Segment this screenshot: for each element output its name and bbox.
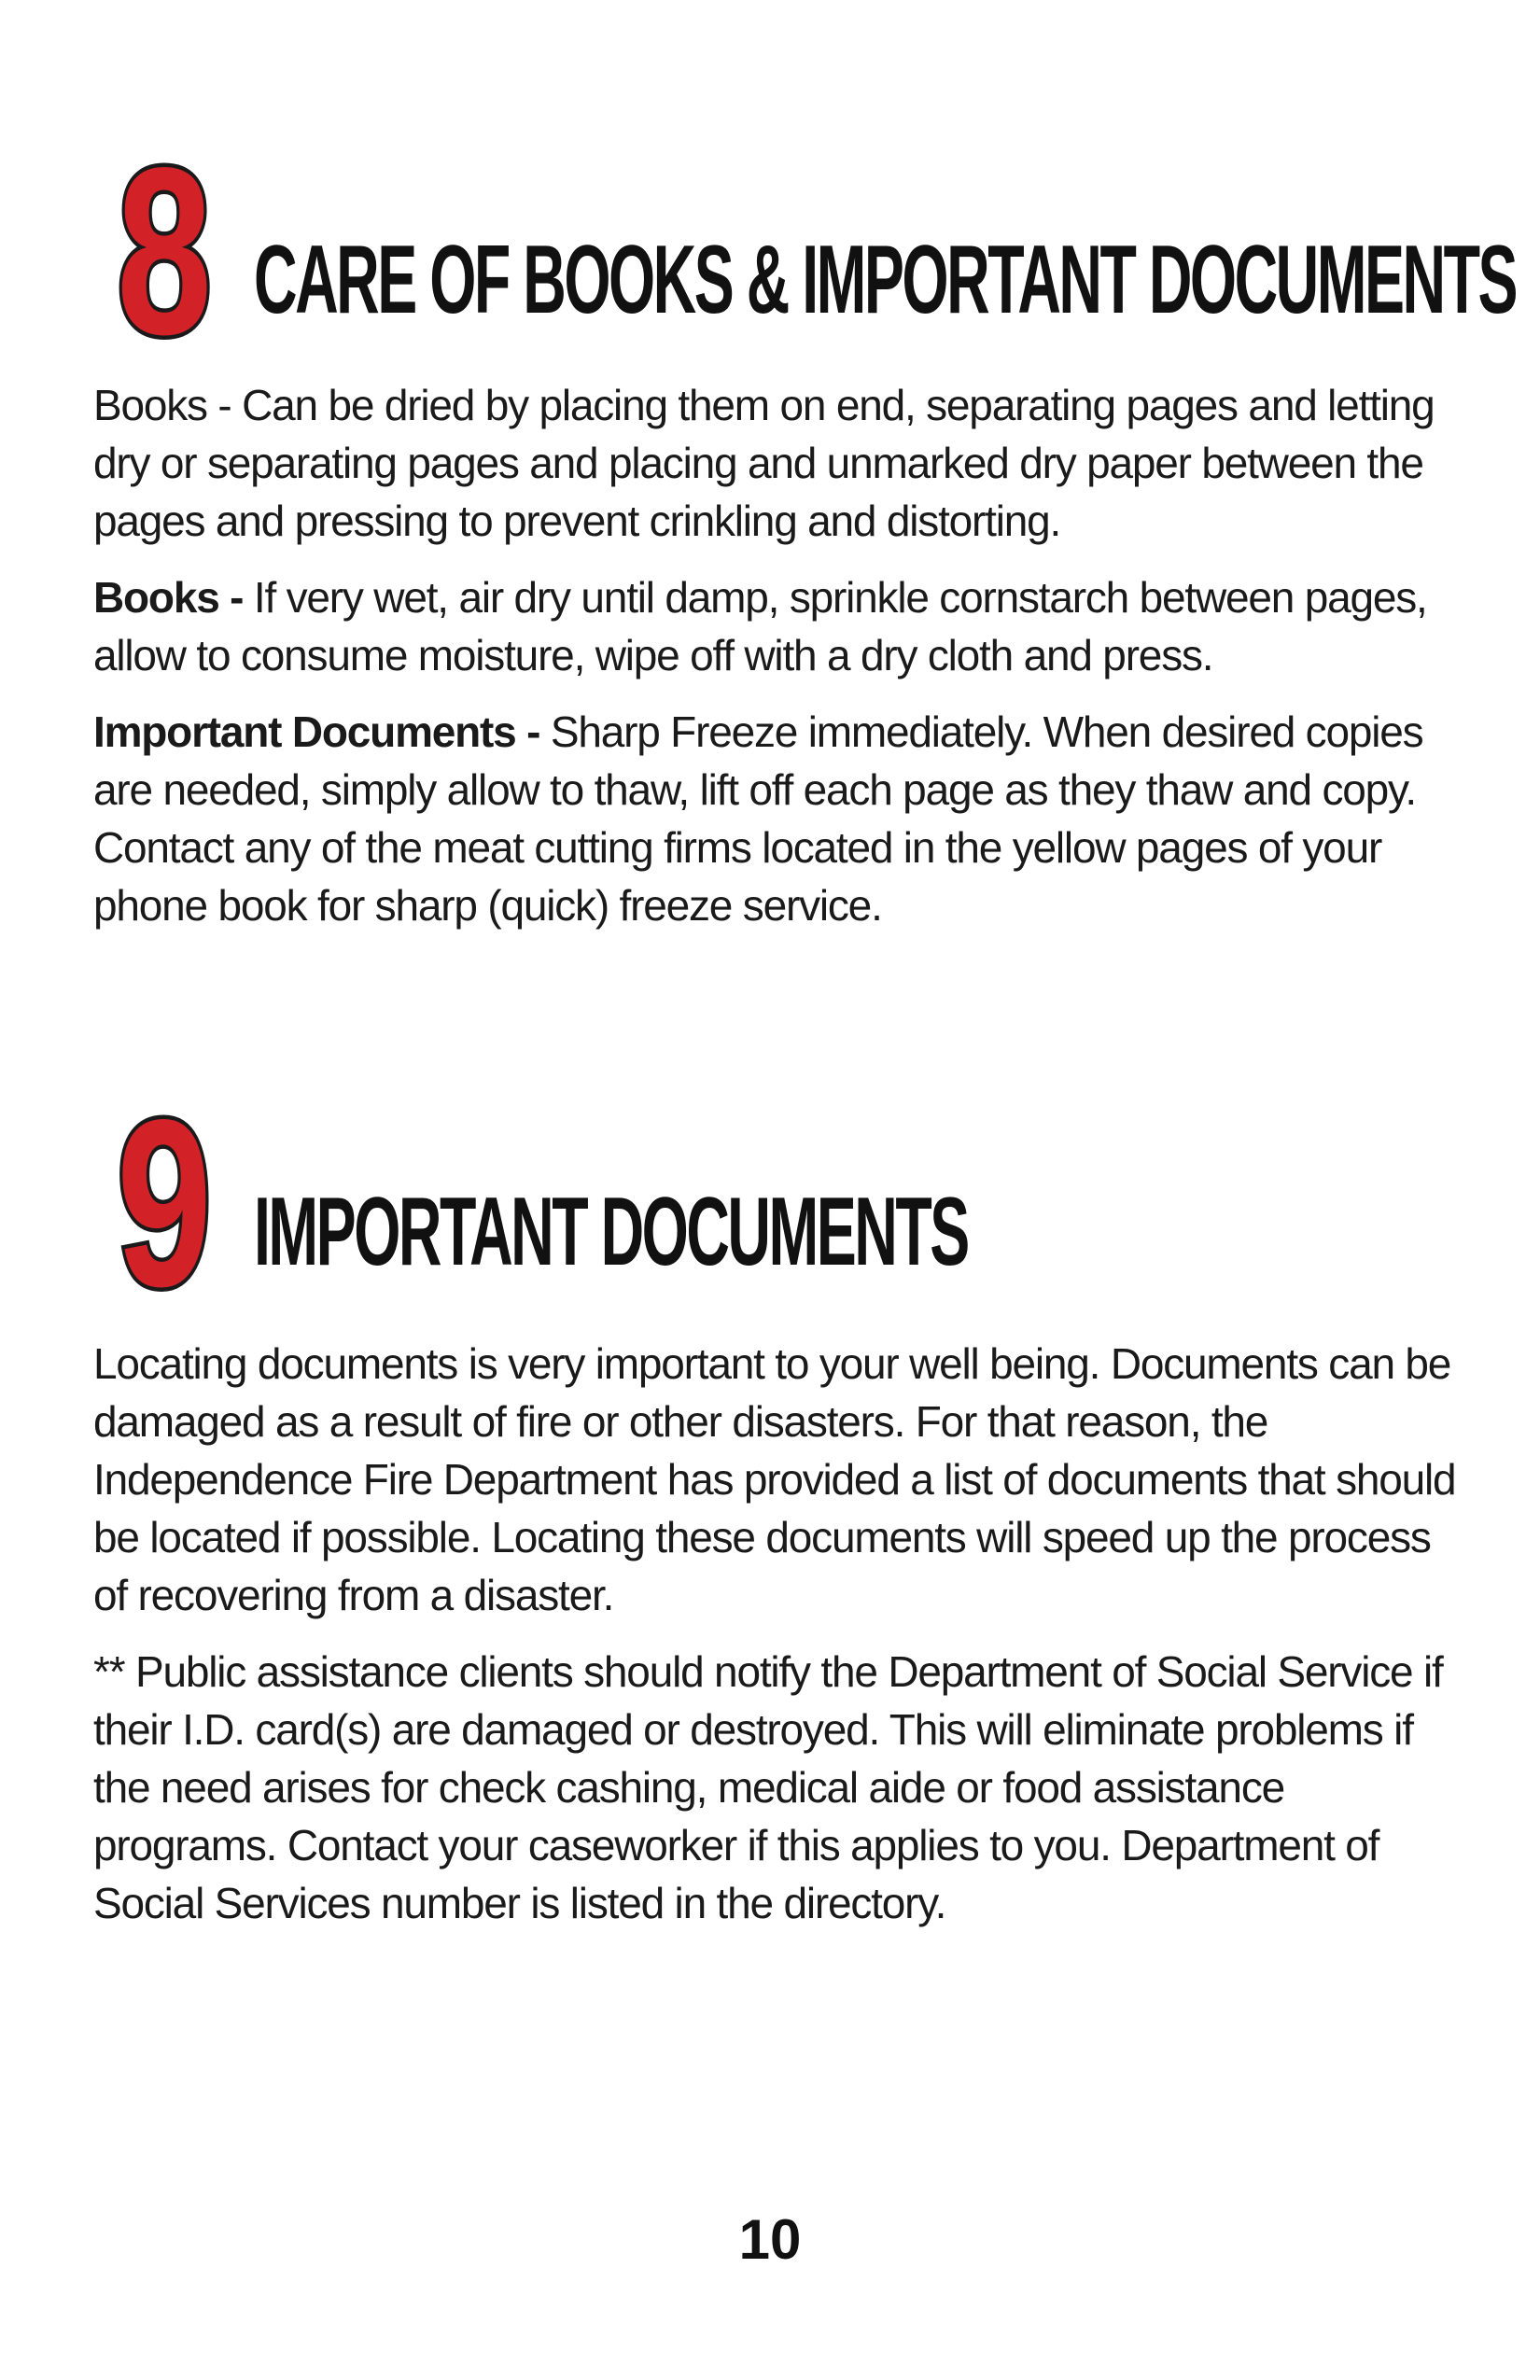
section-number: 9 [117,1071,213,1337]
paragraph-lead: Important Documents - [93,707,551,756]
paragraph-important-documents [93,703,1456,934]
section-care-of-books [93,119,1517,934]
section-heading [93,119,1517,385]
paragraph-text: Sharp Freeze immediately. When desired copies are needed, simply allow to thaw, lift off each page as they thaw and copy. Contact any of the meat cutting firms located in the yellow pages of your phone book for sharp (quick) freeze service. [93,707,1423,930]
section-title: IMPORTANT DOCUMENTS [254,1178,968,1286]
paragraph-locating-documents [93,1335,1456,1624]
page-number: 10 [738,2208,802,2271]
section-title: CARE OF BOOKS & IMPORTANT DOCUMENTS [254,226,1517,334]
section-number: 8 [117,119,213,385]
section-heading [93,1071,1456,1337]
paragraph-public-assistance [93,1643,1456,1932]
section-important-documents [93,1071,1456,1932]
paragraph-text: Locating documents is very important to your well being. Documents can be damaged as a result of fire or other disasters. For that reason, the Independence Fire Department has provided a list of documents that should be located if possible. Locating these documents will speed up the process of recovering from a disaster. [93,1339,1456,1619]
paragraph-text: If very wet, air dry until damp, sprinkle cornstarch between pages, allow to consume moisture, wipe off with a dry cloth and press. [93,573,1427,679]
paragraph-books-very-wet [93,568,1456,684]
paragraph-lead: Books - [93,573,254,622]
paragraph-text: ** Public assistance clients should notify the Department of Social Service if their I.D. card(s) are damaged or destroyed. This will eliminate problems if the need arises for check cashing, medical aide or food assistance programs. Contact your caseworker if this applies to you. Department of Social Services number is listed in the directory. [93,1647,1443,1927]
paragraph-text: Books - Can be dried by placing them on end, separating pages and letting dry or separating pages and placing and unmarked dry paper between the pages and pressing to prevent crinkling and distorting. [93,381,1435,545]
paragraph-books-drying [93,376,1456,550]
